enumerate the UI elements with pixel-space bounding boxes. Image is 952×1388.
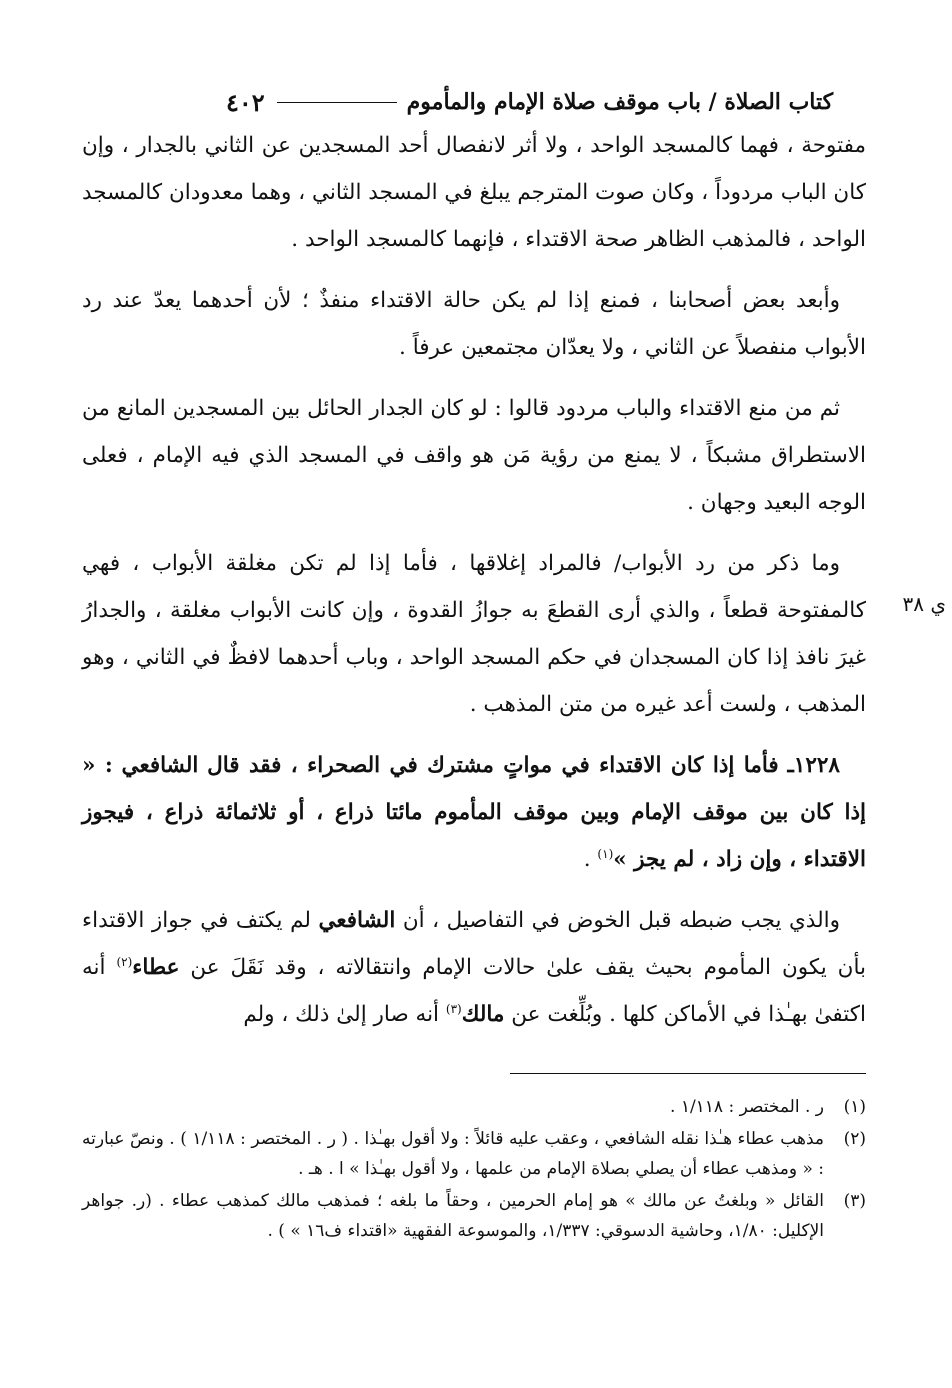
footnote-text: القائل « وبلغتُ عن مالك » هو إمام الحرمين ، وحقاً ما بلغه ؛ فمذهب مالك كمذهب عطاء . (ر. جواهر الإكليل: ١/٨٠، وحاشية الدسوقي: ١/٣٣٧، والموسوعة الفقهية «اقتداء ف١٦ » ) . bbox=[82, 1191, 824, 1241]
margin-note: ي ٣٨ bbox=[902, 592, 946, 616]
footnote-ref-3: (٣) bbox=[445, 1001, 462, 1016]
name-ata: عطاء bbox=[132, 955, 180, 980]
name-shafii: الشافعي bbox=[121, 753, 199, 778]
page-number: ٤٠٢ bbox=[226, 87, 265, 117]
footnote-number: (٢) bbox=[843, 1129, 866, 1149]
footnote bbox=[82, 1186, 866, 1246]
shafii-quote: : « إذا كان بين موقف الإمام وبين موقف المأموم مائتا ذراع ، أو ثلاثمائة ذراع ، فيجوز الاقتداء ، وإن زاد ، لم يجز » bbox=[82, 753, 866, 872]
name-malik: مالك bbox=[461, 1002, 505, 1027]
paragraph-6-part-b: لم يكتف في جواز الاقتداء بأن يكون المأموم بحيث يقف علىٰ حالات الإمام وانتقالاته ، وقد نَقَلَ عن bbox=[82, 908, 867, 980]
footnote-text: مذهب عطاء هـٰذا نقله الشافعي ، وعقب عليه قائلاً : ولا أقول بهـٰذا . ( ر . المختصر : ١/١١٨ ) . ونصّ عبارته : « ومذهب عطاء أن يصلي بصلاة الإمام من علمها ، ولا أقول بهـٰذا » ا . هـ . bbox=[82, 1129, 824, 1179]
footnote bbox=[82, 1124, 866, 1184]
footnote-ref-2: (٢) bbox=[116, 954, 133, 969]
paragraph-4: وما ذكر من رد الأبواب/ فالمراد إغلاقها ، فأما إذا لم تكن مغلقة الأبواب ، فهي كالمفتوحة قطعاً ، والذي أرى القطعَ به جوازُ القدوة ، وإن كانت الأبواب مغلقة ، والجدارُ غيرَ نافذ إذا كان المسجدان في حكم المسجد الواحد ، وباب أحدهما لافظٌ في الثاني ، وهو المذهب ، ولست أعد غيره من متن المذهب . bbox=[82, 551, 866, 717]
running-header bbox=[212, 82, 860, 122]
footnote bbox=[82, 1092, 866, 1122]
paragraph-6 bbox=[82, 897, 866, 1038]
paragraph-5-end: . bbox=[583, 847, 591, 872]
footnotes bbox=[82, 1092, 866, 1248]
paragraph-3: ثم من منع الاقتداء والباب مردود قالوا : لو كان الجدار الحائل بين المسجدين المانع من الاستطراق مشبكاً ، لا يمنع من رؤية مَن هو واقف في المسجد الذي فيه الإمام ، فعلى الوجه البعيد وجهان . bbox=[82, 396, 866, 515]
issue-number: ١٢٢٨ـ bbox=[787, 753, 840, 778]
paragraph-5-lead: فأما إذا كان الاقتداء في مواتٍ مشترك في الصحراء ، فقد قال bbox=[207, 753, 779, 778]
footnote-number: (٣) bbox=[843, 1191, 866, 1211]
paragraph-6-part-d: أنه صار إلىٰ ذلك ، ولم bbox=[243, 1002, 440, 1027]
paragraph-5 bbox=[82, 742, 866, 883]
footnote-text: ر . المختصر : ١/١١٨ . bbox=[670, 1097, 824, 1117]
footnote-number: (١) bbox=[843, 1097, 866, 1117]
main-text bbox=[82, 122, 866, 1052]
paragraph-1: مفتوحة ، فهما كالمسجد الواحد ، ولا أثر لانفصال أحد المسجدين عن الثاني بالجدار ، وإن كان الباب مردوداً ، وكان صوت المترجم يبلغ في المسجد الثاني ، وهما معدودان كالمسجد الواحد ، فالمذهب الظاهر صحة الاقتداء ، فإنهما كالمسجد الواحد . bbox=[82, 133, 866, 252]
footnote-divider bbox=[510, 1073, 866, 1074]
paragraph-6-part-a: والذي يجب ضبطه قبل الخوض في التفاصيل ، أن bbox=[402, 908, 840, 933]
header-title: كتاب الصلاة / باب موقف صلاة الإمام والمأموم bbox=[406, 89, 834, 115]
header-rule bbox=[277, 102, 397, 103]
footnote-ref-1: (١) bbox=[597, 846, 614, 861]
paragraph-2: وأبعد بعض أصحابنا ، فمنع إذا لم يكن حالة الاقتداء منفذٌ ؛ لأن أحدهما يعدّ عند رد الأبواب منفصلاً عن الثاني ، ولا يعدّان مجتمعين عرفاً . bbox=[82, 288, 866, 360]
paragraph-6-part-c: أنه اكتفىٰ بهـٰذا في الأماكن كلها . وبُلِّغت عن bbox=[82, 955, 866, 1027]
name-shafii-2: الشافعي bbox=[318, 908, 396, 933]
